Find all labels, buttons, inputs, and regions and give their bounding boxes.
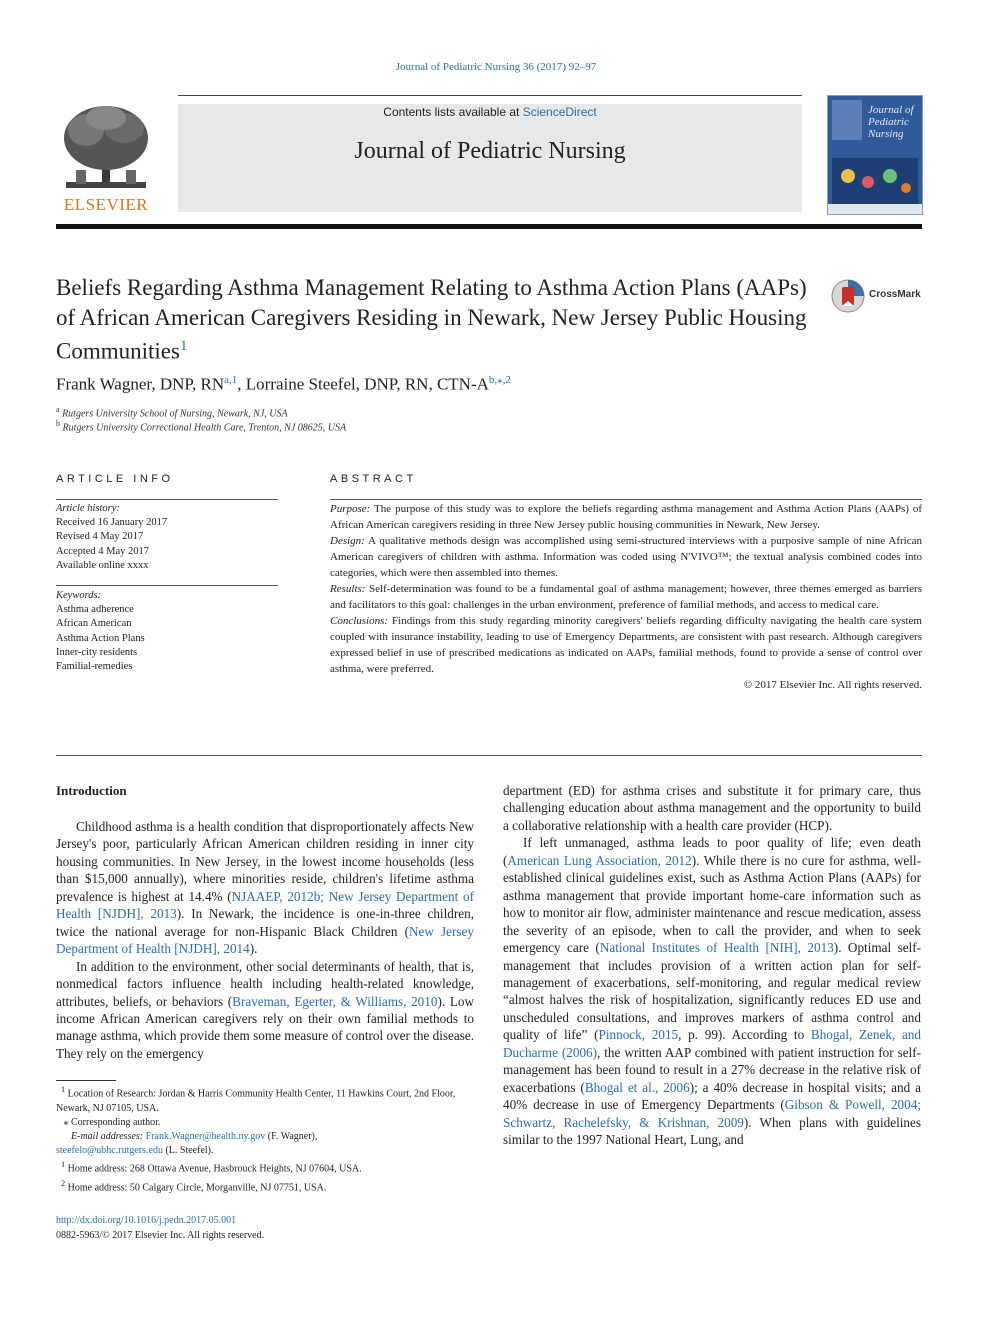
author-affiliation-marker[interactable]: b,⁎,2 [488,374,511,386]
article-title [56,273,816,366]
author-name[interactable]: Lorraine Steefel, DNP, RN, CTN-A [245,374,489,394]
abstract-design [330,533,922,581]
footnote-rule [56,1080,116,1081]
purpose-label: Purpose: [330,503,371,515]
footnote-marker: 2 [61,1178,66,1188]
affiliation [56,405,288,419]
cover-title: Journal of Pediatric Nursing [868,104,914,140]
conclusions-label: Conclusions: [330,615,389,627]
design-text: A qualitative methods design was accomplished using semi-structured interviews with a purposive sample of nine African American caregivers of children with asthma. Information was coded using N'VIVO™; the textual analysis combined codes into categories, which were then assembled into themes. [330,535,922,579]
citation-link[interactable]: Gibson & Powell, 2004; Schwartz, Rachelefsky, & Krishnan, 2009 [503,1097,921,1130]
citation-link[interactable]: Bhogal, Zenek, and Ducharme (2006) [503,1027,921,1060]
keyword[interactable]: African American [56,618,132,630]
keyword[interactable]: Inner-city residents [56,646,138,658]
affiliation-text: Rutgers University School of Nursing, Newark, NJ, USA [62,408,288,420]
citation-link[interactable]: NJAAEP, 2012b; New Jersey Department of Health [NJDH], 2013 [56,888,474,922]
results-text: Self-determination was found to be a fundamental goal of asthma management; however, three themes emerged as barriers and facilitators to this goal: challenges in the urban environment, preference of familial methods, and access to medical care. [330,583,922,611]
footnote [56,1177,476,1196]
footnote-text: Corresponding author. [71,1116,161,1128]
email-link[interactable]: steefelo@ubhc.rutgers.edu [56,1145,163,1157]
email-label: E-mail addresses: [71,1130,144,1142]
history-online: Available online xxxx [56,559,149,571]
abstract-rule [330,499,922,500]
doi-block [56,1214,476,1243]
footnote-text: Home address: 50 Calgary Circle, Morganville, NJ 07751, USA. [67,1182,327,1194]
doi-link[interactable]: http://dx.doi.org/10.1016/j.pedn.2017.05.001 [56,1215,237,1226]
abstract-results [330,581,922,613]
footnote-text: Home address: 268 Ottawa Avenue, Hasbrouck Heights, NJ 07604, USA. [67,1163,362,1175]
text-run: , p. 99). According to [678,1027,811,1043]
author-list: Frank Wagner, DNP, RN$^{a,1}$, Lorraine Steefel, DNP, RN, CTN-$A^{b,⁎,2}$ [56,374,511,394]
journal-name[interactable]: Journal of Pediatric Nursing [354,138,626,164]
abstract-body [330,501,922,693]
text-run: ). When plans with guidelines similar to the 1997 National Heart, Lung, and [503,1114,921,1148]
affiliation [56,419,346,433]
history-received: Received 16 January 2017 [56,517,168,529]
footnote-emails [56,1130,476,1158]
text-run: ). Low income African American caregivers rely on their own familial methods to manage asthma, which provide them some measure of control over the disease. They rely on the emergency [56,993,474,1061]
footnotes [56,1083,476,1195]
history-revised: Revised 4 May 2017 [56,531,144,543]
footnote-marker: 1 [61,1160,66,1170]
text-run: ). In Newark, the incidence is one-in-three children, twice the national average for non-Hispanic Black Children ( [56,906,474,939]
article-history [56,502,286,573]
keywords-label: Keywords: [56,590,102,601]
keywords-rule [56,585,278,586]
crossmark-badge[interactable] [831,279,931,315]
body-left-column [56,818,474,1062]
text-run: If left unmanaged, asthma leads to poor quality of life; even death ( [503,835,921,868]
introduction-heading: Introduction [56,783,127,798]
abstract-copyright: © 2017 Elsevier Inc. All rights reserved. [743,679,922,691]
footnote-marker: 1 [61,1085,66,1094]
history-accepted: Accepted 4 May 2017 [56,545,150,557]
paragraph [56,958,474,1063]
issn-line: 0882-5963/© 2017 Elsevier Inc. All rights reserved. [56,1229,265,1241]
author-affiliation-marker[interactable]: a,1 [224,374,238,386]
text-run: ). While there is no cure for asthma, well-established clinical guidelines exist, such as Asthma Action Plans (AAPs) for asthma management that provide important home-care information such as how to monitor air flow, administer maintenance and rescue medication, assess the severity of an episode, when to call the provider, and when to seek emergency care ( [503,852,921,956]
contents-line [178,105,802,119]
design-label: Design: [330,535,365,547]
abstract-purpose [330,501,922,533]
journal-reference-link[interactable]: Journal of Pediatric Nursing 36 (2017) 92–97 [395,61,597,73]
purpose-text: The purpose of this study was to explore the beliefs regarding asthma management and Asthma Action Plans (AAPs) of African American caregivers residing in three New Jersey public housing communities in Newark, New Jersey. [330,503,922,531]
email-owner: (F. Wagner), [265,1130,318,1142]
abstract-heading: ABSTRACT [330,473,417,485]
citation-link[interactable]: New Jersey Department of Health [NJDH], 2014 [56,923,474,957]
citation-link[interactable]: Pinnock, 2015 [598,1027,679,1043]
keyword[interactable]: Asthma adherence [56,604,134,616]
footnote [56,1116,476,1130]
article-history-label: Article history: [56,503,120,514]
author-name[interactable]: Frank Wagner, DNP, RN [56,374,225,394]
title-footnote-marker[interactable]: 1 [179,338,188,354]
section-divider [56,755,922,756]
footnote-marker: ⁎ [63,1116,69,1128]
journal-cover-image[interactable] [827,95,923,215]
text-run: In addition to the environment, other social determinants of health, that is, nonmedical factors influence health including health-related knowledge, attributes, beliefs, or behaviors ( [56,958,474,1009]
paragraph [56,818,474,958]
affiliation-marker: a [56,405,60,414]
article-info-rule [56,499,278,500]
sciencedirect-link[interactable]: ScienceDirect [522,105,597,119]
masthead-top-rule [178,95,802,96]
text-run: Childhood asthma is a health condition that disproportionately affects New Jersey's poor, particularly African American children residing in inner city housing communities. In New Jersey, in the lowest income households (less than $15,000 annually), where minorities reside, children's lifetime asthma prevalence is highest at 14.4% ( [56,819,474,904]
text-run: ); a 40% decrease in hospital visits; and a 40% decrease in use of Emergency Departments ( [503,1079,921,1113]
elsevier-wordmark: ELSEVIER [63,195,149,214]
paragraph [503,834,921,1148]
email-owner: (L. Steefel). [162,1145,214,1157]
citation-link[interactable]: Bhogal et al., 2006 [584,1079,690,1095]
citation-link[interactable]: National Institutes of Health [NIH], 2013 [599,940,834,956]
header-thick-rule [56,224,922,229]
crossmark-icon [831,279,865,313]
keyword[interactable]: Asthma Action Plans [56,632,145,644]
footnote-text: Location of Research: Jordan & Harris Community Health Center, 11 Hawkins Court, 2nd Floor, Newark, NJ 07105, USA. [56,1088,456,1114]
keyword[interactable]: Familial-remedies [56,661,133,673]
affiliation-marker: b [56,419,60,428]
citation-link[interactable]: American Lung Association, 2012 [507,852,692,868]
text-run: , the written AAP combined with patient instruction for self-management has been found to result in a 27% decrease in the relative risk of exacerbations ( [503,1044,922,1095]
affiliation-text: Rutgers University Correctional Health Care, Trenton, NJ 08625, USA [62,422,347,434]
crossmark-label: CrossMark [869,289,921,300]
email-link[interactable]: Frank.Wagner@health.ny.gov [145,1130,266,1142]
text-run: ). [249,941,258,957]
keywords [56,589,286,674]
footnote [56,1083,476,1116]
paragraph: department (ED) for asthma crises and substitute it for primary care, thus challenging education about asthma management and the opportunity to build a collaborative relationship with a health care provider (HCP). [503,783,921,833]
results-label: Results: [330,583,366,595]
abstract-conclusions [330,613,922,677]
text-run: ). Optimal self-management that includes provision of a written action plan for self-management of exacerbations, self-monitoring, and regular medical review “almost halves the risk of hospitalization, significantly reduces ED use and unscheduled consultations, and improves markers of asthma control and quality of life” ( [503,940,922,1043]
article-title-text: Beliefs Regarding Asthma Management Relating to Asthma Action Plans (AAPs) of African American Caregivers Residing in Newark, New Jersey Public Housing Communities [56,275,807,364]
body-right-column [503,782,921,1149]
contents-prefix: Contents lists available at [383,105,523,119]
footnote [56,1158,476,1177]
article-info-heading: ARTICLE INFO [56,473,174,485]
conclusions-text: Findings from this study regarding minority caregivers' beliefs regarding difficulty navigating the health care system coupled with insurance instability, leading to use of Emergency Departments, are consistent with past research. Although caregivers expressed belief in use of prescribed medications as indicated on AAPs, familial methods, found to provide a sense of control over asthma, were preferred. [330,615,922,675]
citation-link[interactable]: Braveman, Egerter, & Williams, 2010 [232,993,438,1009]
